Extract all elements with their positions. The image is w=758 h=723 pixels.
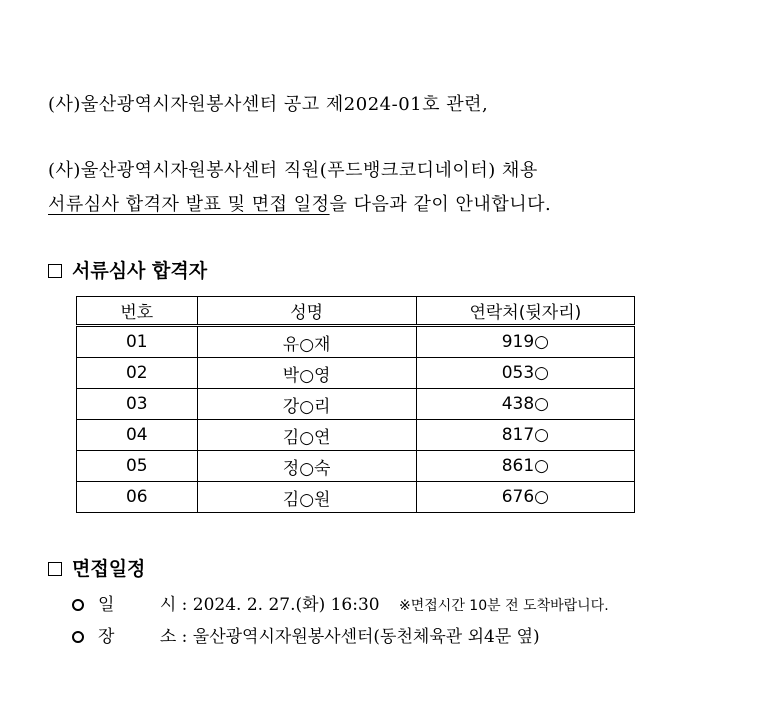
- datetime-value: : 2024. 2. 27.(화) 16:30: [181, 595, 380, 615]
- datetime-note: ※면접시간 10분 전 도착바랍니다.: [399, 598, 609, 614]
- cell-name: 유○재: [197, 326, 416, 358]
- cell-contact: 919○: [416, 326, 634, 358]
- intro-line-1: (사)울산광역시자원봉사센터 공고 제2024-01호 관련,: [48, 94, 489, 115]
- cell-contact: 053○: [416, 358, 634, 389]
- cell-number: 06: [77, 482, 198, 513]
- circle-bullet-icon: [72, 599, 84, 611]
- square-bullet-icon: [48, 264, 62, 278]
- square-bullet-icon: [48, 562, 62, 576]
- schedule-datetime: [72, 590, 609, 615]
- cell-contact: 817○: [416, 420, 634, 451]
- intro-underlined-text: 서류심사 합격자 발표 및 면접 일정: [48, 194, 330, 215]
- header-name: 성명: [197, 297, 416, 326]
- cell-name: 김○원: [197, 482, 416, 513]
- place-value: : 울산광역시자원봉사센터(동천체육관 외4문 옆): [181, 627, 540, 647]
- cell-name: 김○연: [197, 420, 416, 451]
- datetime-label: 일 시: [98, 595, 177, 615]
- cell-number: 05: [77, 451, 198, 482]
- cell-name: 정○숙: [197, 451, 416, 482]
- intro-rest-text: 을 다음과 같이 안내합니다.: [329, 194, 552, 215]
- table-row: [77, 326, 635, 358]
- intro-line-2: (사)울산광역시자원봉사센터 직원(푸드뱅크코디네이터) 채용: [48, 160, 538, 181]
- table-header-row: [77, 297, 635, 326]
- table-row: [77, 358, 635, 389]
- schedule-place: [72, 622, 540, 647]
- cell-contact: 861○: [416, 451, 634, 482]
- cell-contact: 438○: [416, 389, 634, 420]
- header-number: 번호: [77, 297, 198, 326]
- cell-contact: 676○: [416, 482, 634, 513]
- cell-number: 04: [77, 420, 198, 451]
- place-label: 장 소: [98, 627, 177, 647]
- cell-number: 01: [77, 326, 198, 358]
- table-row: [77, 451, 635, 482]
- cell-name: 강○리: [197, 389, 416, 420]
- header-contact: 연락처(뒷자리): [416, 297, 634, 326]
- cell-name: 박○영: [197, 358, 416, 389]
- table-row: [77, 420, 635, 451]
- section-title-passers-text: 서류심사 합격자: [72, 260, 208, 282]
- section-title-interview: [48, 554, 145, 581]
- circle-bullet-icon: [72, 631, 84, 643]
- passers-table: [76, 296, 635, 513]
- intro-line-3: [48, 190, 551, 216]
- table-row: [77, 482, 635, 513]
- cell-number: 02: [77, 358, 198, 389]
- table-row: [77, 389, 635, 420]
- section-title-passers: [48, 256, 207, 283]
- cell-number: 03: [77, 389, 198, 420]
- section-title-interview-text: 면접일정: [72, 558, 146, 580]
